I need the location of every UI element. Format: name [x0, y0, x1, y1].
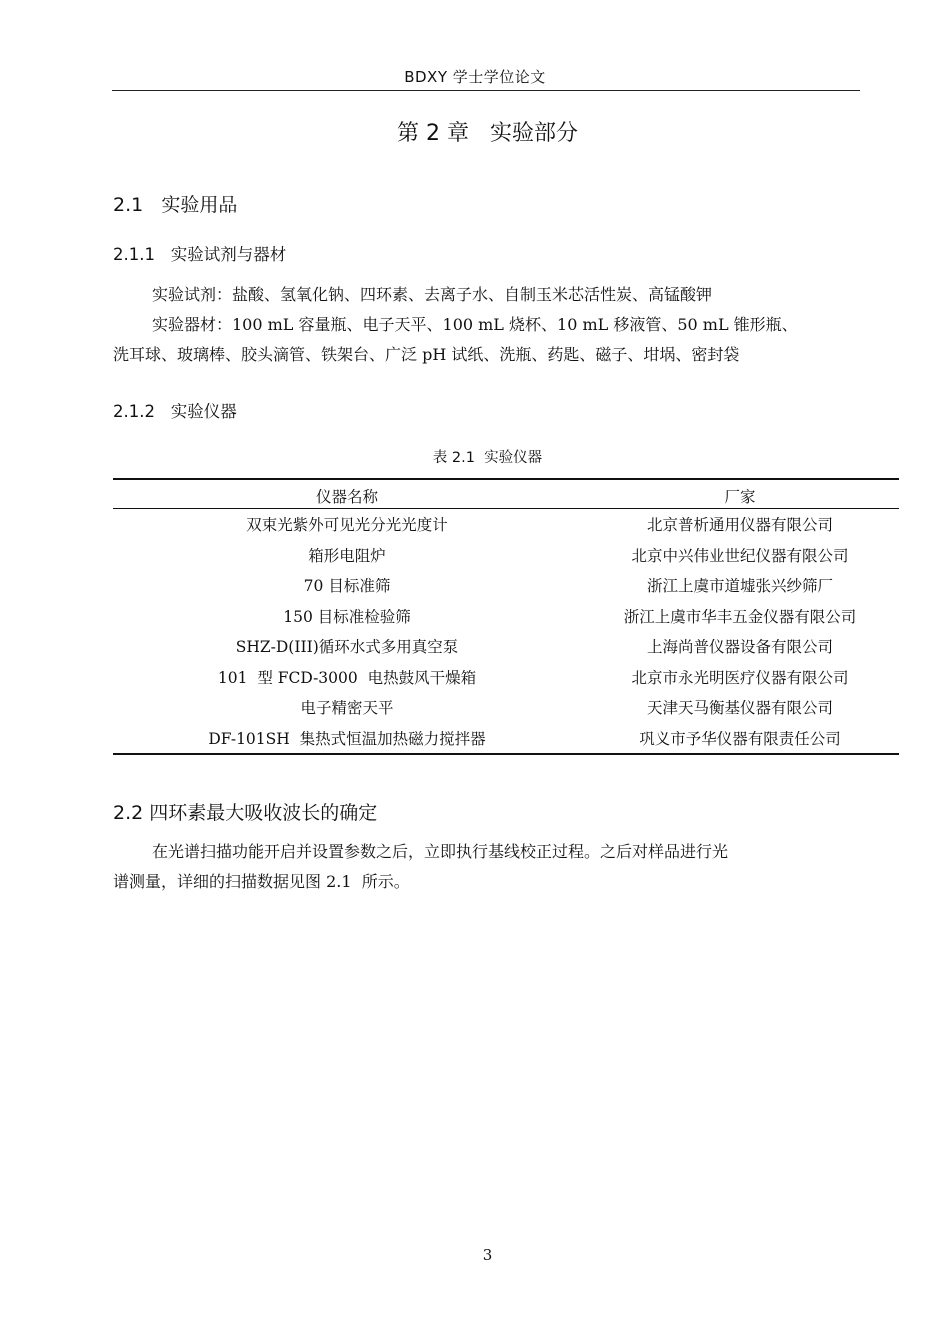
page-number: 3 [482, 1246, 493, 1264]
manufacturer-cell: 浙江上虞市华丰五金仪器有限公司 [623, 607, 857, 626]
table-row [113, 662, 899, 693]
manufacturer-cell: 北京市永光明医疗仪器有限公司 [631, 668, 849, 687]
manufacturer-cell: 上海尚普仪器设备有限公司 [646, 638, 833, 657]
chapter-title: 第 2 章 实验部分 [397, 121, 578, 146]
instrument-cell: SHZ-D(III)循环水式多用真空泵 [235, 638, 459, 657]
section-2-1-1-heading: 2.1.1 实验试剂与器材 [113, 245, 287, 264]
instrument-cell: DF-101SH 集热式恒温加热磁力搅拌器 [113, 723, 581, 755]
instrument-cell: 电子精密天平 [300, 699, 394, 718]
section-2-2-heading: 2.2 四环素最大吸收波长的确定 [113, 802, 378, 824]
manufacturer-cell: 浙江上虞市道墟张兴纱筛厂 [646, 577, 833, 596]
table-row [113, 540, 899, 571]
manufacturer-cell: 北京普析通用仪器有限公司 [646, 516, 833, 535]
instrument-cell: 150 目标准检验筛 [283, 607, 411, 626]
equipment-paragraph-line1: 实验器材：100 mL 容量瓶、电子天平、100 mL 烧杯、10 mL 移液管、50 mL 锥形瓶、 [152, 315, 798, 334]
table-header-row [113, 479, 899, 509]
instruments-table [113, 478, 899, 755]
column-header-manufacturer: 厂家 [581, 479, 899, 509]
instrument-cell: 101 型 FCD-3000 电热鼓风干燥箱 [217, 668, 477, 687]
table-row [113, 570, 899, 601]
instrument-cell: 箱形电阻炉 [308, 546, 386, 565]
section-2-1-heading: 2.1 实验用品 [113, 194, 238, 216]
reagents-paragraph: 实验试剂：盐酸、氢氧化钠、四环素、去离子水、自制玉米芯活性炭、高锰酸钾 [152, 285, 713, 304]
table-row [113, 692, 899, 723]
scan-paragraph-line2: 谱测量，详细的扫描数据见图 2.1 所示。 [113, 872, 410, 891]
table-caption: 表 2.1 实验仪器 [432, 450, 543, 466]
column-header-instrument: 仪器名称 [113, 479, 581, 509]
table-row [113, 509, 899, 540]
section-2-1-2-heading: 2.1.2 实验仪器 [113, 402, 237, 421]
table-row [113, 723, 899, 755]
instrument-cell: 70 目标准筛 [303, 577, 391, 596]
manufacturer-cell: 巩义市予华仪器有限责任公司 [581, 723, 899, 755]
instrument-cell: 双束光紫外可见光分光光度计 [246, 516, 448, 535]
table-row [113, 631, 899, 662]
scan-paragraph-line1: 在光谱扫描功能开启并设置参数之后，立即执行基线校正过程。之后对样品进行光 [152, 842, 729, 861]
manufacturer-cell: 天津天马衡基仪器有限公司 [646, 699, 833, 718]
manufacturer-cell: 北京中兴伟业世纪仪器有限公司 [631, 546, 849, 565]
equipment-paragraph-line2: 洗耳球、玻璃棒、胶头滴管、铁架台、广泛 pH 试纸、洗瓶、药匙、磁子、坩埚、密封袋 [113, 345, 740, 364]
header-rule [112, 90, 860, 91]
table-row [113, 601, 899, 632]
running-header: BDXY 学士学位论文 [404, 68, 546, 86]
